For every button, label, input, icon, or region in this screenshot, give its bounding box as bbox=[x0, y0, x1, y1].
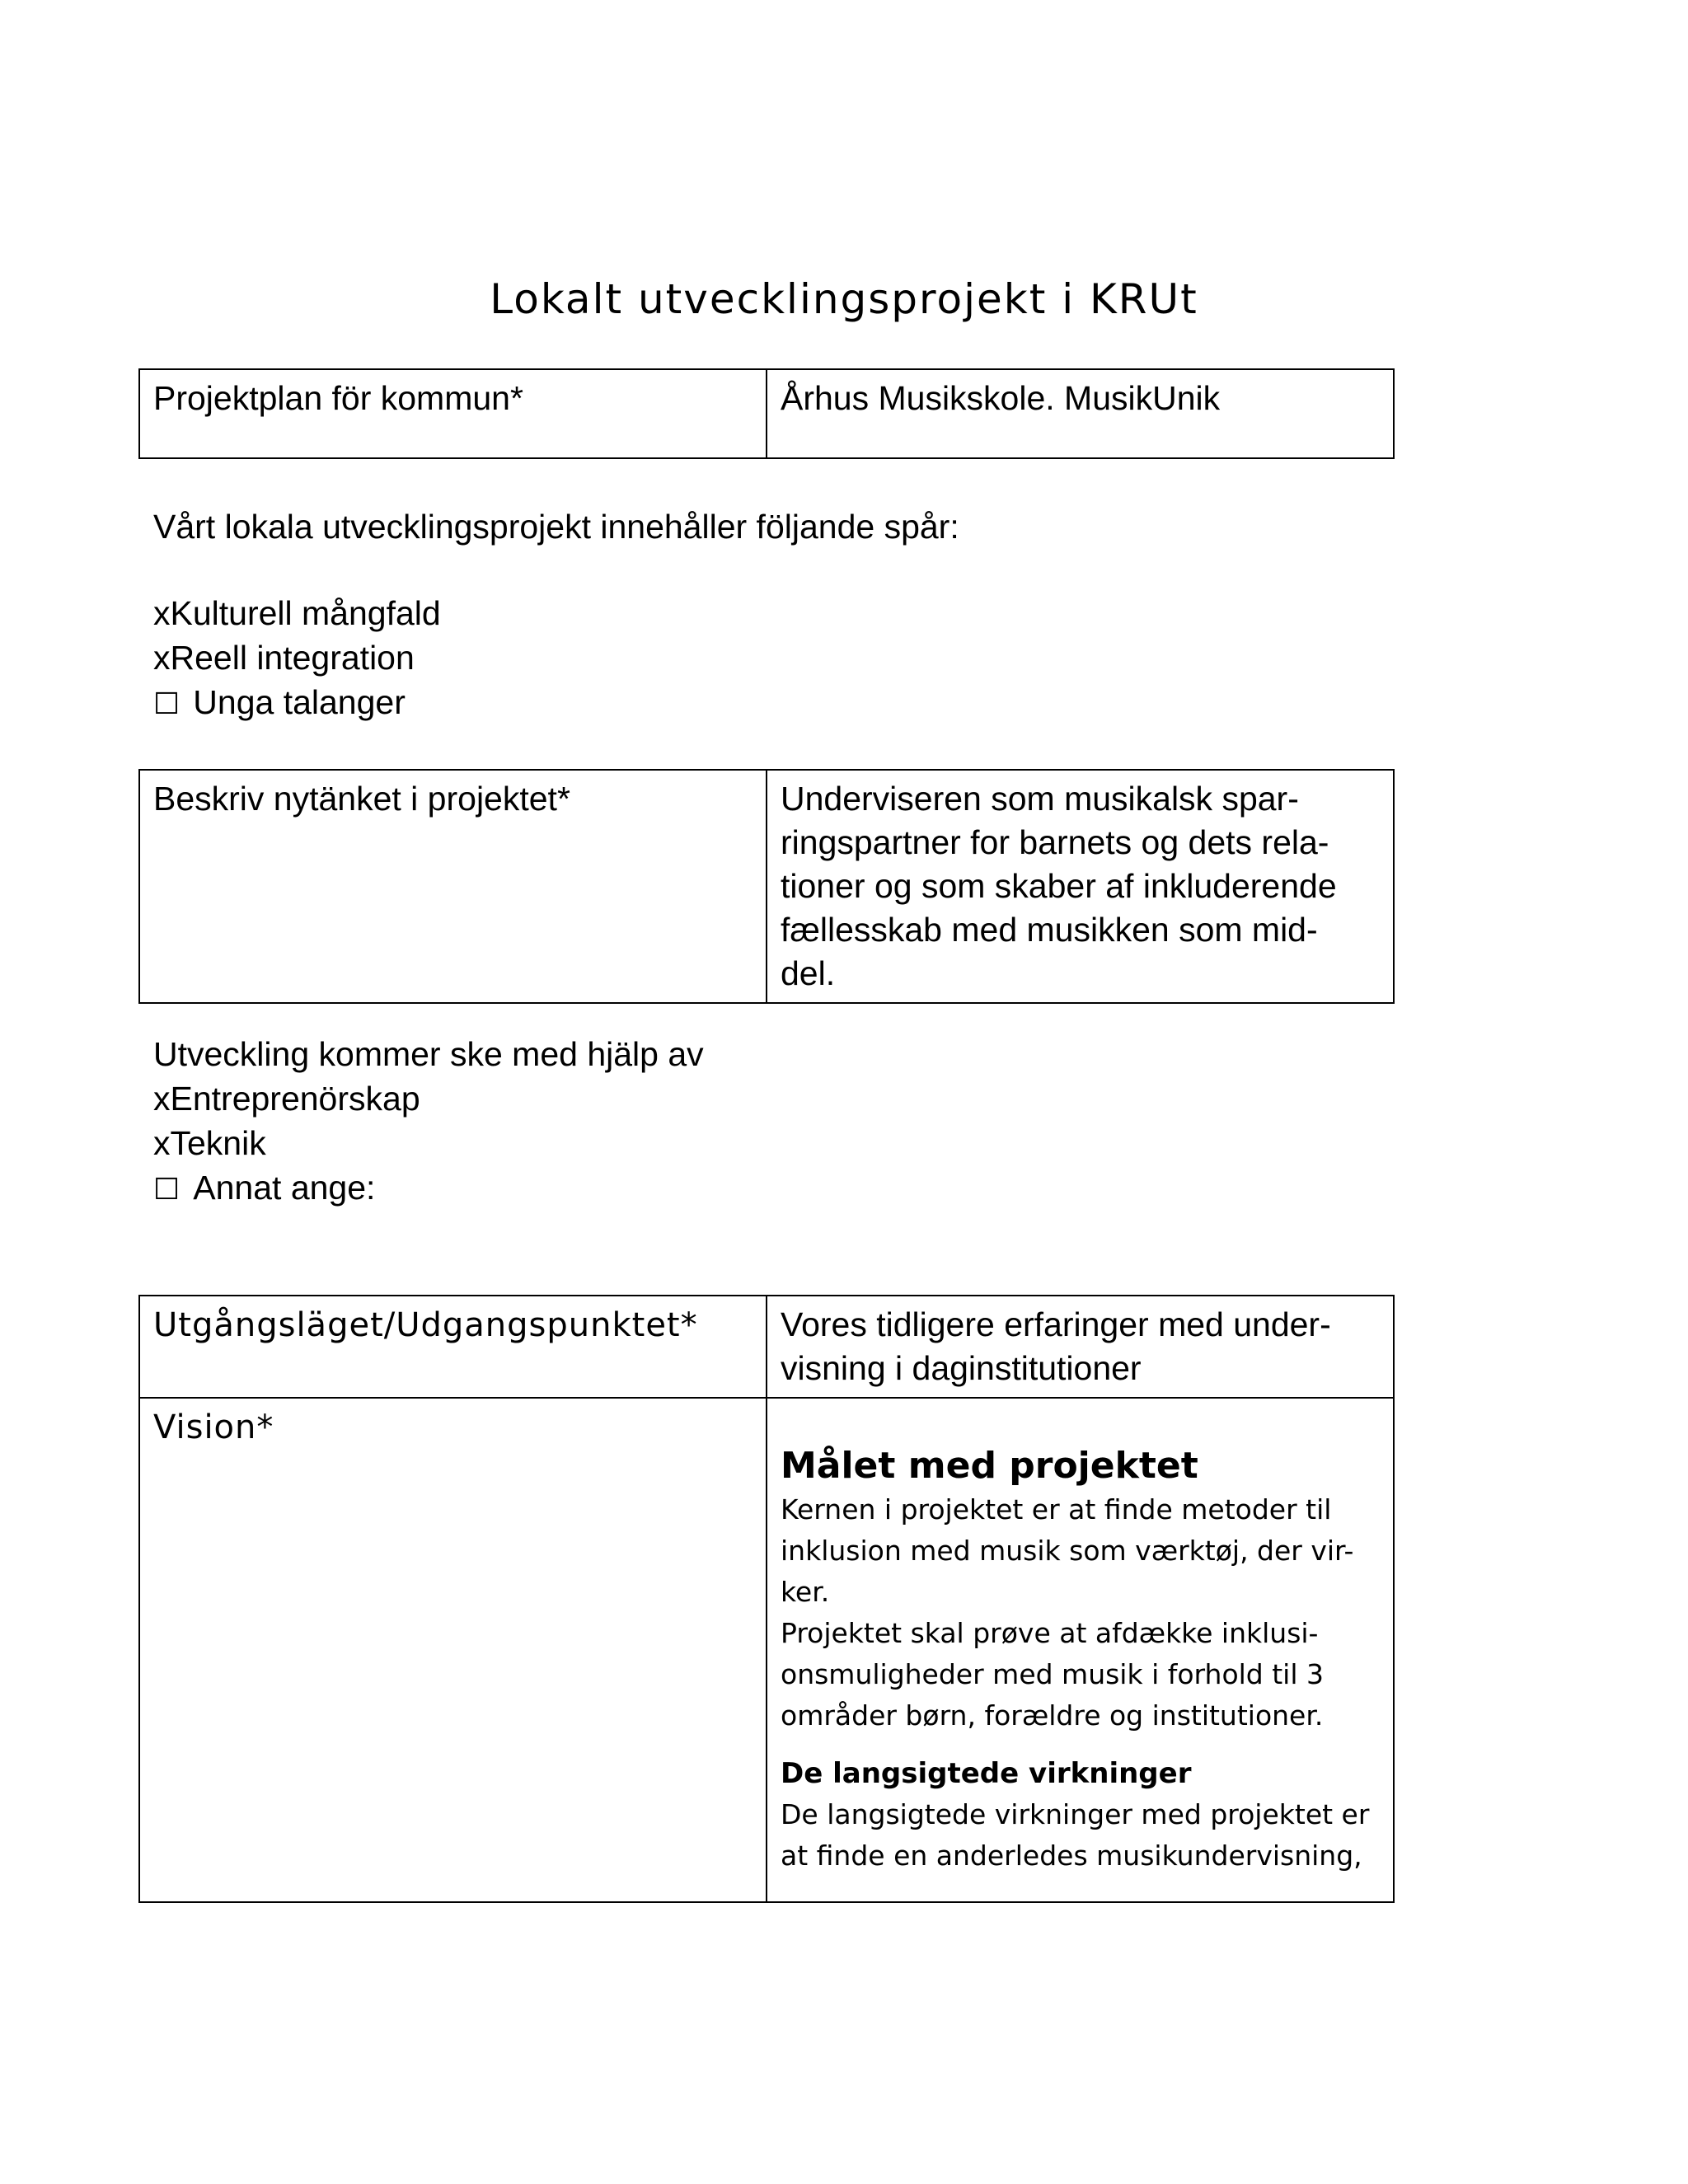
text-line: visning i daginstitutioner bbox=[781, 1349, 1142, 1387]
longterm-heading: De langsigtede virkninger bbox=[781, 1757, 1192, 1790]
track-item-label: Unga talanger bbox=[193, 683, 406, 721]
text-line: ringspartner for barnets og dets rela- bbox=[781, 823, 1329, 861]
development-item: xTeknik bbox=[153, 1124, 266, 1162]
text-line: Kernen i projektet er at finde metoder til bbox=[781, 1493, 1332, 1526]
text-line: Vores tidligere erfaringer med under- bbox=[781, 1305, 1331, 1343]
text-line: tioner og som skaber af inkluderende bbox=[781, 867, 1337, 905]
track-item: xKulturell mångfald bbox=[153, 594, 441, 632]
vision-label bbox=[139, 1398, 767, 1902]
development-intro: Utveckling kommer ske med hjälp av bbox=[153, 1035, 704, 1073]
vision-value bbox=[767, 1398, 1394, 1902]
project-plan-value: Århus Musikskole. MusikUnik bbox=[767, 369, 1394, 458]
text-line: inklusion med musik som værktøj, der vir- bbox=[781, 1535, 1354, 1567]
table-row bbox=[139, 1296, 1394, 1398]
goal-heading: Målet med projektet bbox=[781, 1445, 1198, 1487]
tracks-section bbox=[153, 504, 959, 727]
development-item-unchecked bbox=[153, 1165, 704, 1212]
text-line: Underviseren som musikalsk spar- bbox=[781, 780, 1299, 818]
tracks-intro: Vårt lokala utvecklingsprojekt innehåller följande spår: bbox=[153, 508, 959, 546]
new-thinking-value bbox=[767, 770, 1394, 1003]
table-row bbox=[139, 1398, 1394, 1902]
starting-point-label bbox=[139, 1296, 767, 1398]
new-thinking-label: Beskriv nytänket i projektet* bbox=[139, 770, 767, 1003]
text-line: områder børn, forældre og institutioner. bbox=[781, 1699, 1324, 1732]
text-line: ker. bbox=[781, 1576, 830, 1608]
starting-point-value bbox=[767, 1296, 1394, 1398]
text-line: De langsigtede virkninger med projektet er bbox=[781, 1798, 1370, 1830]
vision-heading: Vision* bbox=[153, 1408, 274, 1446]
text-line: fællesskab med musikken som mid- bbox=[781, 911, 1318, 949]
longterm-paragraph bbox=[781, 1794, 1380, 1877]
table-row bbox=[139, 369, 1394, 458]
goal-paragraph bbox=[781, 1489, 1380, 1736]
development-item-label: Annat ange: bbox=[193, 1169, 376, 1207]
text-line: onsmuligheder med musik i forhold til 3 bbox=[781, 1658, 1325, 1690]
project-plan-table bbox=[138, 368, 1395, 459]
table-row bbox=[139, 770, 1394, 1003]
vision-table bbox=[138, 1295, 1395, 1903]
development-item: xEntreprenörskap bbox=[153, 1080, 420, 1118]
track-item-unchecked bbox=[153, 680, 959, 727]
development-section bbox=[153, 1032, 704, 1212]
starting-point-heading: Utgångsläget/Udgangspunktet* bbox=[153, 1306, 698, 1344]
text-line: at finde en anderledes musikundervisning, bbox=[781, 1840, 1362, 1872]
text-line: Projektet skal prøve at afdække inklusi- bbox=[781, 1617, 1319, 1649]
checkbox-unchecked-icon: ☐ bbox=[153, 687, 181, 721]
new-thinking-table bbox=[138, 769, 1395, 1004]
track-item: xReell integration bbox=[153, 639, 415, 677]
checkbox-unchecked-icon: ☐ bbox=[153, 1173, 181, 1207]
page-title: Lokalt utvecklingsprojekt i KRUt bbox=[490, 275, 1198, 323]
text-line: del. bbox=[781, 954, 836, 992]
project-plan-label: Projektplan för kommun* bbox=[139, 369, 767, 458]
